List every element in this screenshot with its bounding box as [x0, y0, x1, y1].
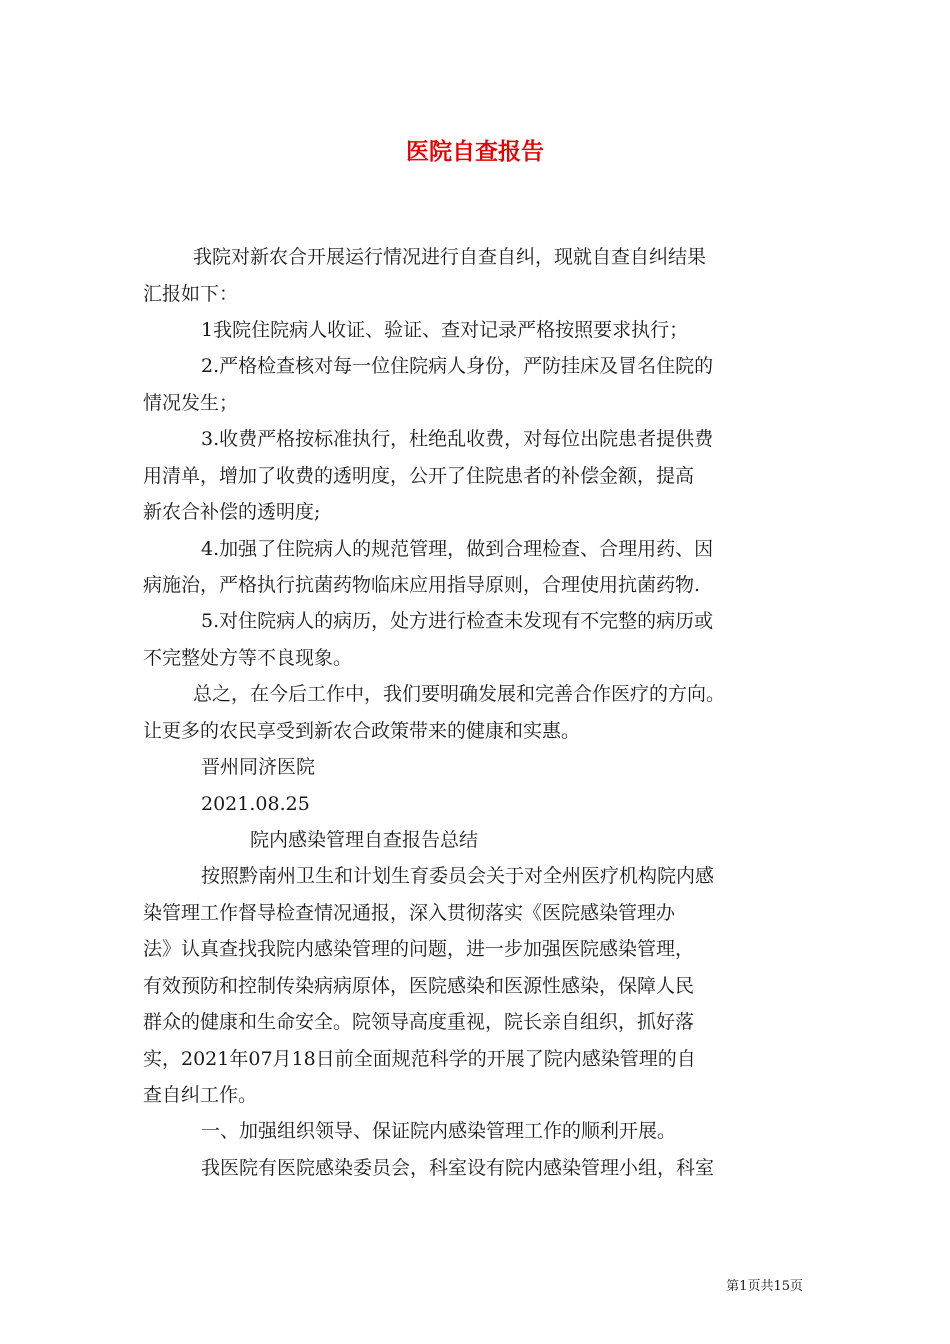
body-line: 情况发生；: [143, 392, 239, 414]
body-line: 3.收费严格按标准执行，杜绝乱收费，对每位出院患者提供费: [201, 428, 714, 450]
body-line: 一、加强组织领导、保证院内感染管理工作的顺利开展。: [201, 1120, 677, 1142]
body-line: 实，2021年07月18日前全面规范科学的开展了院内感染管理的自: [143, 1048, 696, 1070]
body-line: 染管理工作督导检查情况通报，深入贯彻落实《医院感染管理办: [143, 902, 676, 924]
body-line: 总之，在今后工作中，我们要明确发展和完善合作医疗的方向。: [193, 683, 726, 705]
body-line: 我医院有医院感染委员会，科室设有院内感染管理小组，科室: [201, 1157, 715, 1179]
body-line: 法》认真查找我院内感染管理的问题，进一步加强医院感染管理，: [143, 938, 695, 960]
body-line: 5.对住院病人的病历，处方进行检查未发现有不完整的病历或: [201, 610, 714, 632]
signature-org: 晋州同济医院: [201, 756, 316, 778]
body-line: 我院对新农合开展运行情况进行自查自纠，现就自查自纠结果: [193, 246, 707, 268]
body-line: 群众的健康和生命安全。院领导高度重视，院长亲自组织，抓好落: [143, 1011, 695, 1033]
body-line: 用清单，增加了收费的透明度，公开了住院患者的补偿金额，提高: [143, 465, 695, 487]
body-line: 让更多的农民享受到新农合政策带来的健康和实惠。: [143, 720, 581, 742]
signature-date: 2021.08.25: [201, 793, 310, 815]
document-title: 医院自查报告: [406, 139, 544, 165]
body-line: 查自纠工作。: [143, 1084, 258, 1106]
body-line: 不完整处方等不良现象。: [143, 647, 353, 669]
body-line: 有效预防和控制传染病病原体，医院感染和医源性感染，保障人民: [143, 975, 695, 997]
body-line: 1我院住院病人收证、验证、查对记录严格按照要求执行；: [201, 319, 689, 341]
body-line: 2.严格检查核对每一位住院病人身份，严防挂床及冒名住院的: [201, 355, 714, 377]
body-line: 病施治，严格执行抗菌药物临床应用指导原则，合理使用抗菌药物.: [143, 574, 701, 596]
body-line: 新农合补偿的透明度;: [143, 501, 321, 523]
body-line: 4.加强了住院病人的规范管理，做到合理检查、合理用药、因: [201, 538, 714, 560]
page-indicator: 第1页共15页: [726, 1279, 803, 1294]
body-line: 汇报如下：: [143, 283, 239, 305]
body-line: 按照黔南州卫生和计划生育委员会关于对全州医疗机构院内感: [201, 865, 715, 887]
section-heading: 院内感染管理自查报告总结: [250, 829, 479, 851]
